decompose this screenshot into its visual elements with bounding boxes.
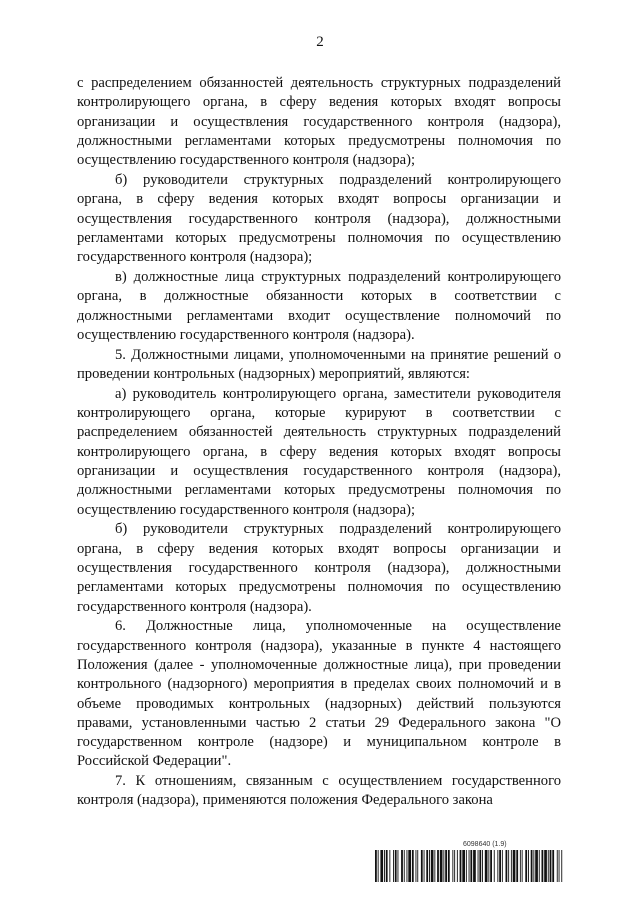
barcode-bar	[404, 850, 405, 882]
barcode-bar	[401, 850, 403, 882]
barcode-bar	[485, 850, 488, 882]
barcode-bar	[533, 850, 534, 882]
paragraph-clause-6: 6. Должностные лица, уполномоченные на осуществление государственного контроля (надзора), указанные в пункте 4 настоящего Положения (далее - уполномоченные должностные лица), при проведении контрольного (надзорного) мероприятия в пределах своих полномочий и в объеме проводимых контрольных (надзорных) действий пользуются правами, установленными частью 2 статьи 29 Федерального закона "О государственном контроле (надзоре) и муниципальном контроле в Российской Федерации".	[77, 618, 561, 770]
barcode-bar	[544, 850, 547, 882]
barcode-bar	[531, 850, 533, 882]
barcode-bar	[522, 850, 523, 882]
document-body	[77, 74, 561, 811]
barcode-bar	[452, 850, 453, 882]
barcode-bar	[548, 850, 549, 882]
barcode-bar	[398, 850, 399, 882]
barcode-bar	[386, 850, 388, 882]
barcode-bar	[488, 850, 489, 882]
barcode-bar	[490, 850, 492, 882]
barcode-bar	[457, 850, 458, 882]
barcode-bar	[380, 850, 383, 882]
barcode-bar	[424, 850, 425, 882]
barcode-bar	[511, 850, 512, 882]
barcode-bar	[460, 850, 462, 882]
barcode-icon	[375, 850, 563, 882]
barcode-bar	[408, 850, 411, 882]
barcode-bar	[462, 850, 465, 882]
barcode-bar	[431, 850, 434, 882]
document-code: 6098640 (1.9)	[463, 841, 507, 848]
paragraph-clause-7: 7. К отношениям, связанным с осуществлением государственного контроля (надзора), применяются положения Федерального закона	[77, 773, 561, 809]
barcode-bar	[466, 850, 467, 882]
paragraph-clause-5: 5. Должностными лицами, уполномоченными на принятие решений о проведении контрольных (надзорных) мероприятий, являются:	[77, 346, 561, 382]
barcode-bar	[508, 850, 509, 882]
barcode-bar	[539, 850, 540, 882]
barcode-bar	[516, 850, 518, 882]
barcode-bar	[434, 850, 435, 882]
barcode-bar	[552, 850, 554, 882]
barcode-bar	[412, 850, 414, 882]
barcode-bar	[469, 850, 470, 882]
barcode-bar	[378, 850, 379, 882]
barcode-bar	[482, 850, 483, 882]
barcode-bar	[478, 850, 479, 882]
barcode-bar	[513, 850, 516, 882]
barcode-bar	[426, 850, 428, 882]
barcode-bar	[525, 850, 527, 882]
barcode-bar	[421, 850, 423, 882]
barcode-bar	[506, 850, 508, 882]
barcode-bar	[542, 850, 544, 882]
barcode-bar	[557, 850, 558, 882]
barcode-bar	[429, 850, 430, 882]
paragraph-continuation: с распределением обязанностей деятельность структурных подразделений контролирующего органа, в сферу ведения которых входят вопросы организации и осуществления государственного контроля (надзора), должностными регламентами которых предусмотрены полномочия по осуществлению государственного контроля (надзора);	[77, 75, 561, 169]
barcode-bar	[407, 850, 408, 882]
barcode-bar	[448, 850, 450, 882]
barcode-bar	[479, 850, 481, 882]
barcode-bar	[528, 850, 529, 882]
barcode-bar	[375, 850, 377, 882]
barcode-bar	[559, 850, 560, 882]
barcode-block	[375, 841, 563, 883]
barcode-bar	[393, 850, 394, 882]
barcode-bar	[470, 850, 472, 882]
page-number: 2	[316, 34, 324, 50]
barcode-bar	[550, 850, 552, 882]
barcode-bar	[473, 850, 476, 882]
barcode-bar	[389, 850, 390, 882]
paragraph-item-a: а) руководитель контролирующего органа, заместители руководителя контролирующего органа, которые курируют в соответствии с распределением обязанностей деятельность структурных подразделений контролирующего органа, в сферу ведения которых входят вопросы организации и осуществления государственного контроля (надзора), должностными регламентами которых предусмотрены полномочия по осуществлению государственного контроля (надзора);	[77, 385, 561, 518]
barcode-bar	[417, 850, 418, 882]
barcode-bar	[395, 850, 397, 882]
barcode-bar	[437, 850, 439, 882]
barcode-bar	[416, 850, 417, 882]
paragraph-item-b-2: б) руководители структурных подразделений контролирующего органа, в сферу ведения которых входят вопросы организации и осуществления государственного контроля (надзора), должностными регламентами которых предусмотрены полномочия по осуществлению государственного контроля (надзора).	[77, 521, 561, 615]
barcode-bar	[384, 850, 385, 882]
paragraph-item-v: в) должностные лица структурных подразделений контролирующего органа, в должностные обязанности которых в соответствии с должностными регламентами входит осуществление полномочий по осуществлению государственного контроля (надзора).	[77, 268, 561, 343]
barcode-bar	[502, 850, 503, 882]
barcode-bar	[499, 850, 501, 882]
paragraph-item-b-1: б) руководители структурных подразделений контролирующего органа, в сферу ведения которых входят вопросы организации и осуществления государственного контроля (надзора), должностными регламентами которых предусмотрены полномочия по осуществлению государственного контроля (надзора);	[77, 171, 561, 266]
barcode-bar	[440, 850, 443, 882]
barcode-bar	[494, 850, 495, 882]
barcode-bar	[561, 850, 562, 882]
barcode-bar	[535, 850, 538, 882]
barcode-bar	[443, 850, 444, 882]
barcode-bar	[454, 850, 455, 882]
barcode-bar	[497, 850, 498, 882]
barcode-bar	[520, 850, 521, 882]
barcode-bar	[445, 850, 447, 882]
